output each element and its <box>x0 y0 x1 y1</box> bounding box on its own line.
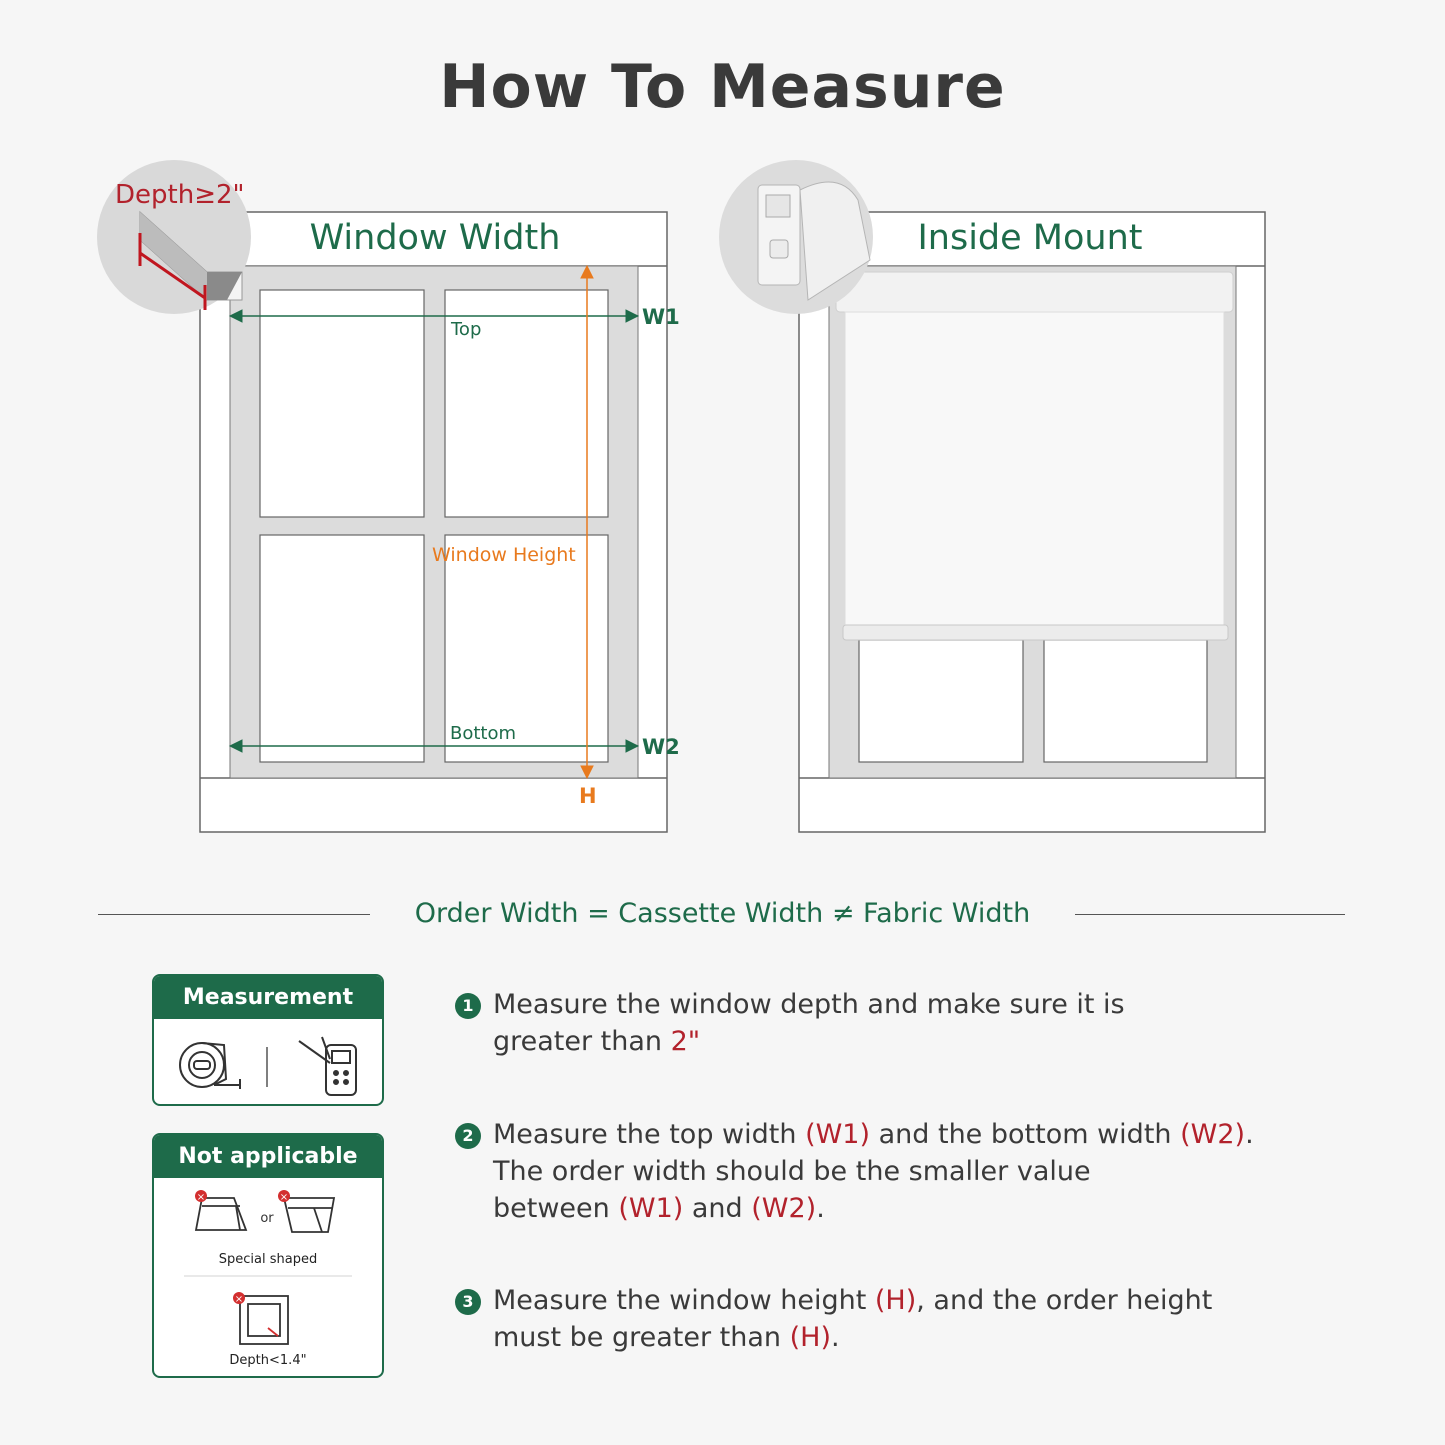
h-label: H <box>579 784 597 808</box>
step-number-3: 3 <box>455 1289 481 1315</box>
step-3: 3 Measure the window height (H), and the order height must be greater than (H). <box>455 1282 1355 1356</box>
bracket-inset <box>719 160 873 314</box>
inside-mount-header: Inside Mount <box>917 218 1143 258</box>
not-applicable-card <box>152 1133 384 1378</box>
window-width-header: Window Width <box>309 218 561 258</box>
x-icon <box>278 1190 290 1203</box>
measurement-card-title: Measurement <box>154 976 382 1019</box>
pane-top-left <box>260 290 424 517</box>
depth-caption: Depth<1.4" <box>229 1353 307 1368</box>
x-icon <box>195 1190 207 1203</box>
svg-text:×: × <box>196 1192 206 1203</box>
formula-text: Order Width = Cassette Width ≠ Fabric Width <box>0 898 1445 929</box>
not-applicable-icons <box>154 1178 382 1368</box>
or-label: or <box>260 1211 274 1226</box>
page-title: How To Measure <box>439 52 1006 122</box>
step-2: 2 Measure the top width (W1) and the bottom width (W2). The order width should be the smaller value between (W1) and (W2). <box>455 1116 1355 1227</box>
measurement-card <box>152 974 384 1106</box>
measurement-tools <box>154 1019 382 1104</box>
special-shaped-window-icon-2 <box>284 1198 334 1232</box>
tape-measure-icon <box>180 1043 240 1089</box>
svg-text:×: × <box>279 1192 289 1203</box>
top-label: Top <box>451 319 482 340</box>
depth-label: Depth≥2" <box>115 180 245 210</box>
w2-label: W2 <box>642 735 680 759</box>
step-number-2: 2 <box>455 1123 481 1149</box>
svg-text:×: × <box>234 1294 244 1305</box>
x-icon <box>233 1292 245 1305</box>
bottom-label: Bottom <box>450 723 517 744</box>
step-1: 1 Measure the window depth and make sure it is greater than 2" <box>455 986 1355 1060</box>
special-shaped-caption: Special shaped <box>218 1252 318 1267</box>
not-applicable-card-title: Not applicable <box>154 1135 382 1178</box>
shallow-depth-icon <box>240 1296 288 1344</box>
laser-meter-icon <box>299 1037 356 1095</box>
window-height-label: Window Height <box>432 544 576 566</box>
roller-shade <box>836 272 1233 640</box>
pane-bottom-left <box>260 535 424 762</box>
w1-label: W1 <box>642 305 680 329</box>
step-number-1: 1 <box>455 993 481 1019</box>
